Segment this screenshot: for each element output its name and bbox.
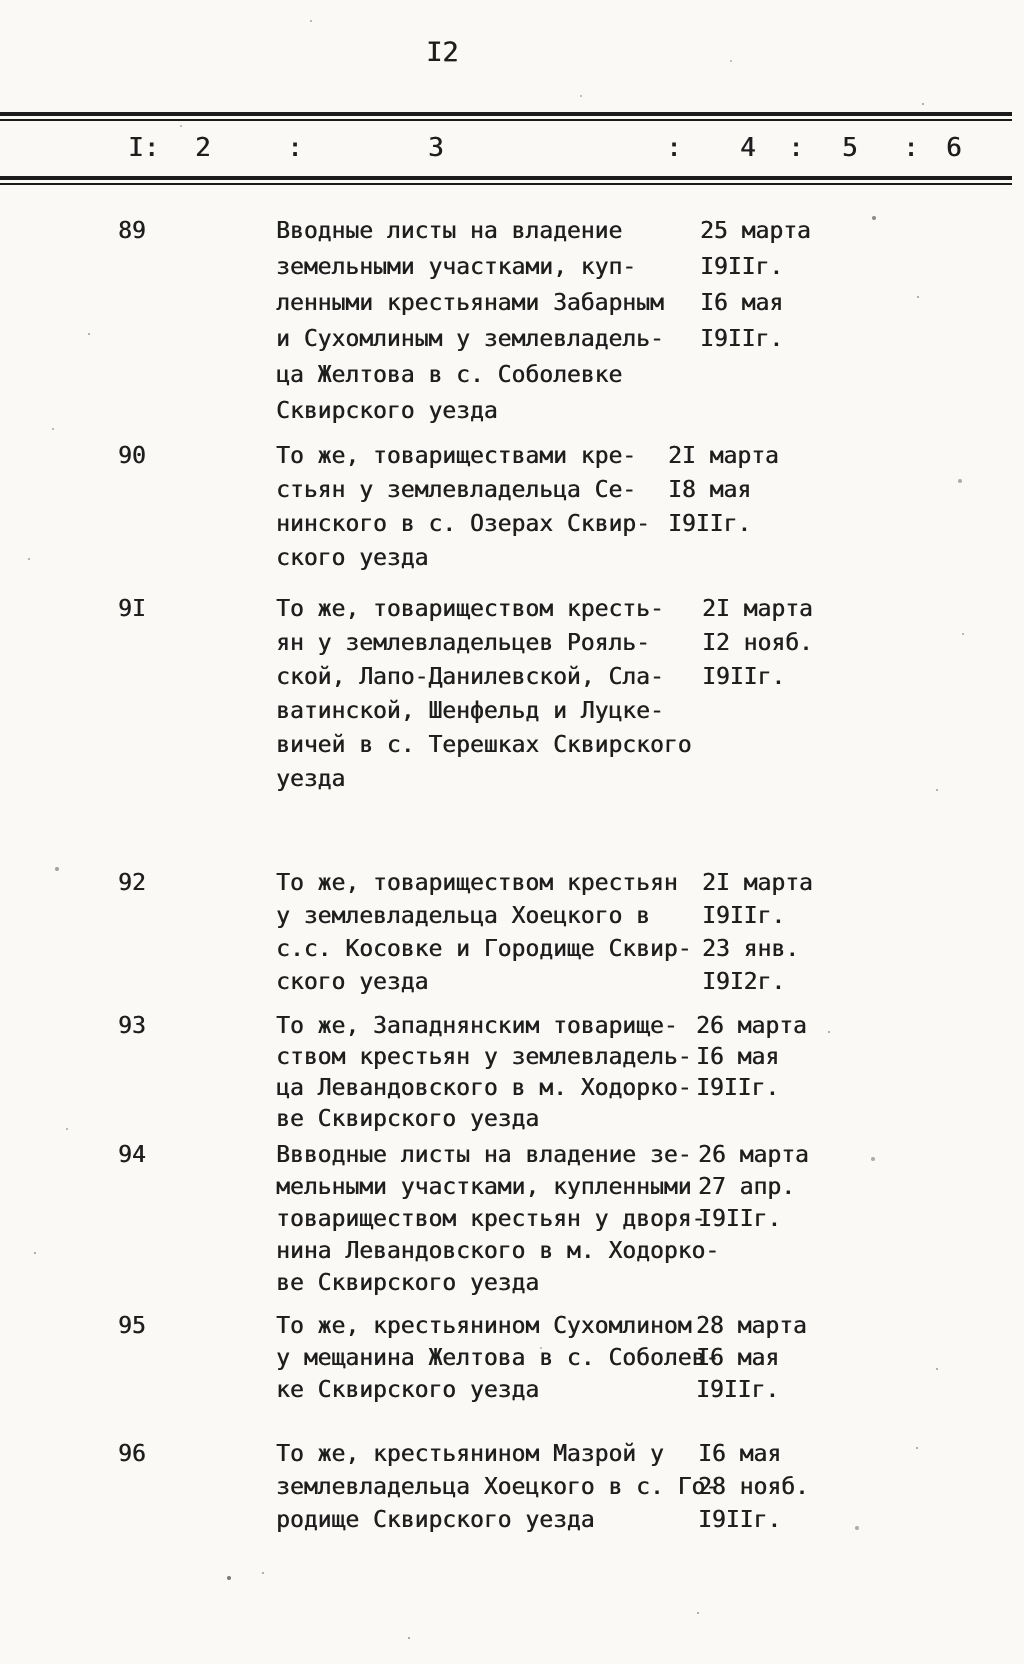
entry-number: 92 [118, 870, 146, 896]
entry-description: То же, Западнянским товарище- ством крестьян у землевладель- ца Левандовского в м. Ходорко- ве Сквирского уезда [276, 1013, 692, 1132]
entry-number: 94 [118, 1142, 146, 1168]
entry-description: Ввводные листы на владение зе- мельными участками, купленными товариществом крестьян у дворя- нина Левандовского в м. Ходорко- ве Сквирского уезда [276, 1142, 720, 1296]
column-separator: : [788, 133, 804, 163]
table-top-rule-echo [0, 119, 1012, 121]
entry-dates: 2I марта I9IIг. 23 янв. I9I2г. [702, 870, 813, 995]
entry-number: 90 [118, 443, 146, 469]
column-header-5: 5 [842, 133, 858, 163]
column-header-6: 6 [946, 133, 962, 163]
entry-number: 96 [118, 1441, 146, 1467]
header-bottom-rule-echo [0, 183, 1012, 185]
entry-dates: I6 мая 28 нояб. I9IIг. [698, 1441, 809, 1533]
column-header-4: 4 [740, 133, 756, 163]
entry-dates: 28 марта I6 мая I9IIг. [696, 1313, 807, 1403]
column-header-3: 3 [428, 133, 444, 163]
entry-description: То же, крестьянином Мазрой у землевладельца Хоецкого в с. Го- родище Сквирского уезда [276, 1441, 720, 1533]
entry-description: То же, товариществами кре- стьян у землевладельца Се- нинского в с. Озерах Сквир- ского уезда [276, 443, 650, 571]
entry-dates: 25 марта I9IIг. I6 мая I9IIг. [700, 218, 811, 352]
entry-number: 89 [118, 218, 146, 244]
entry-dates: 26 марта I6 мая I9IIг. [696, 1013, 807, 1101]
column-separator: : [666, 133, 682, 163]
entry-dates: 26 марта 27 апр. I9IIг. [698, 1142, 809, 1232]
column-header-1: I: [128, 133, 160, 163]
scan-dust-specks [0, 0, 2, 2]
entry-description: То же, товариществом кресть- ян у землевладельцев Рояль- ской, Лапо-Данилевской, Сла- ватинской, Шенфельд и Луцке- вичей в с. Терешках Сквирского уезда [276, 596, 692, 792]
page-number: I2 [426, 37, 459, 68]
entry-description: Вводные листы на владение земельными участками, куп- ленными крестьянами Забарным и Сухомлиным у землевладель- ца Желтова в с. Соболевке Сквирского уезда [276, 218, 664, 424]
entry-description: То же, товариществом крестьян у землевладельца Хоецкого в с.с. Косовке и Городище Сквир- ского уезда [276, 870, 692, 995]
entry-number: 95 [118, 1313, 146, 1339]
table-header-row [0, 131, 1024, 171]
entry-dates: 2I марта I8 мая I9IIг. [668, 443, 779, 537]
entry-description: То же, крестьянином Сухомлином у мещанина Желтова в с. Соболев- ке Сквирского уезда [276, 1313, 720, 1403]
column-separator: : [903, 133, 919, 163]
entry-dates: 2I марта I2 нояб. I9IIг. [702, 596, 813, 690]
column-header-2: 2 [195, 133, 211, 163]
entry-number: 9I [118, 596, 146, 622]
table-top-rule [0, 112, 1012, 116]
column-separator: : [287, 133, 303, 163]
header-bottom-rule [0, 176, 1012, 180]
entry-number: 93 [118, 1013, 146, 1039]
